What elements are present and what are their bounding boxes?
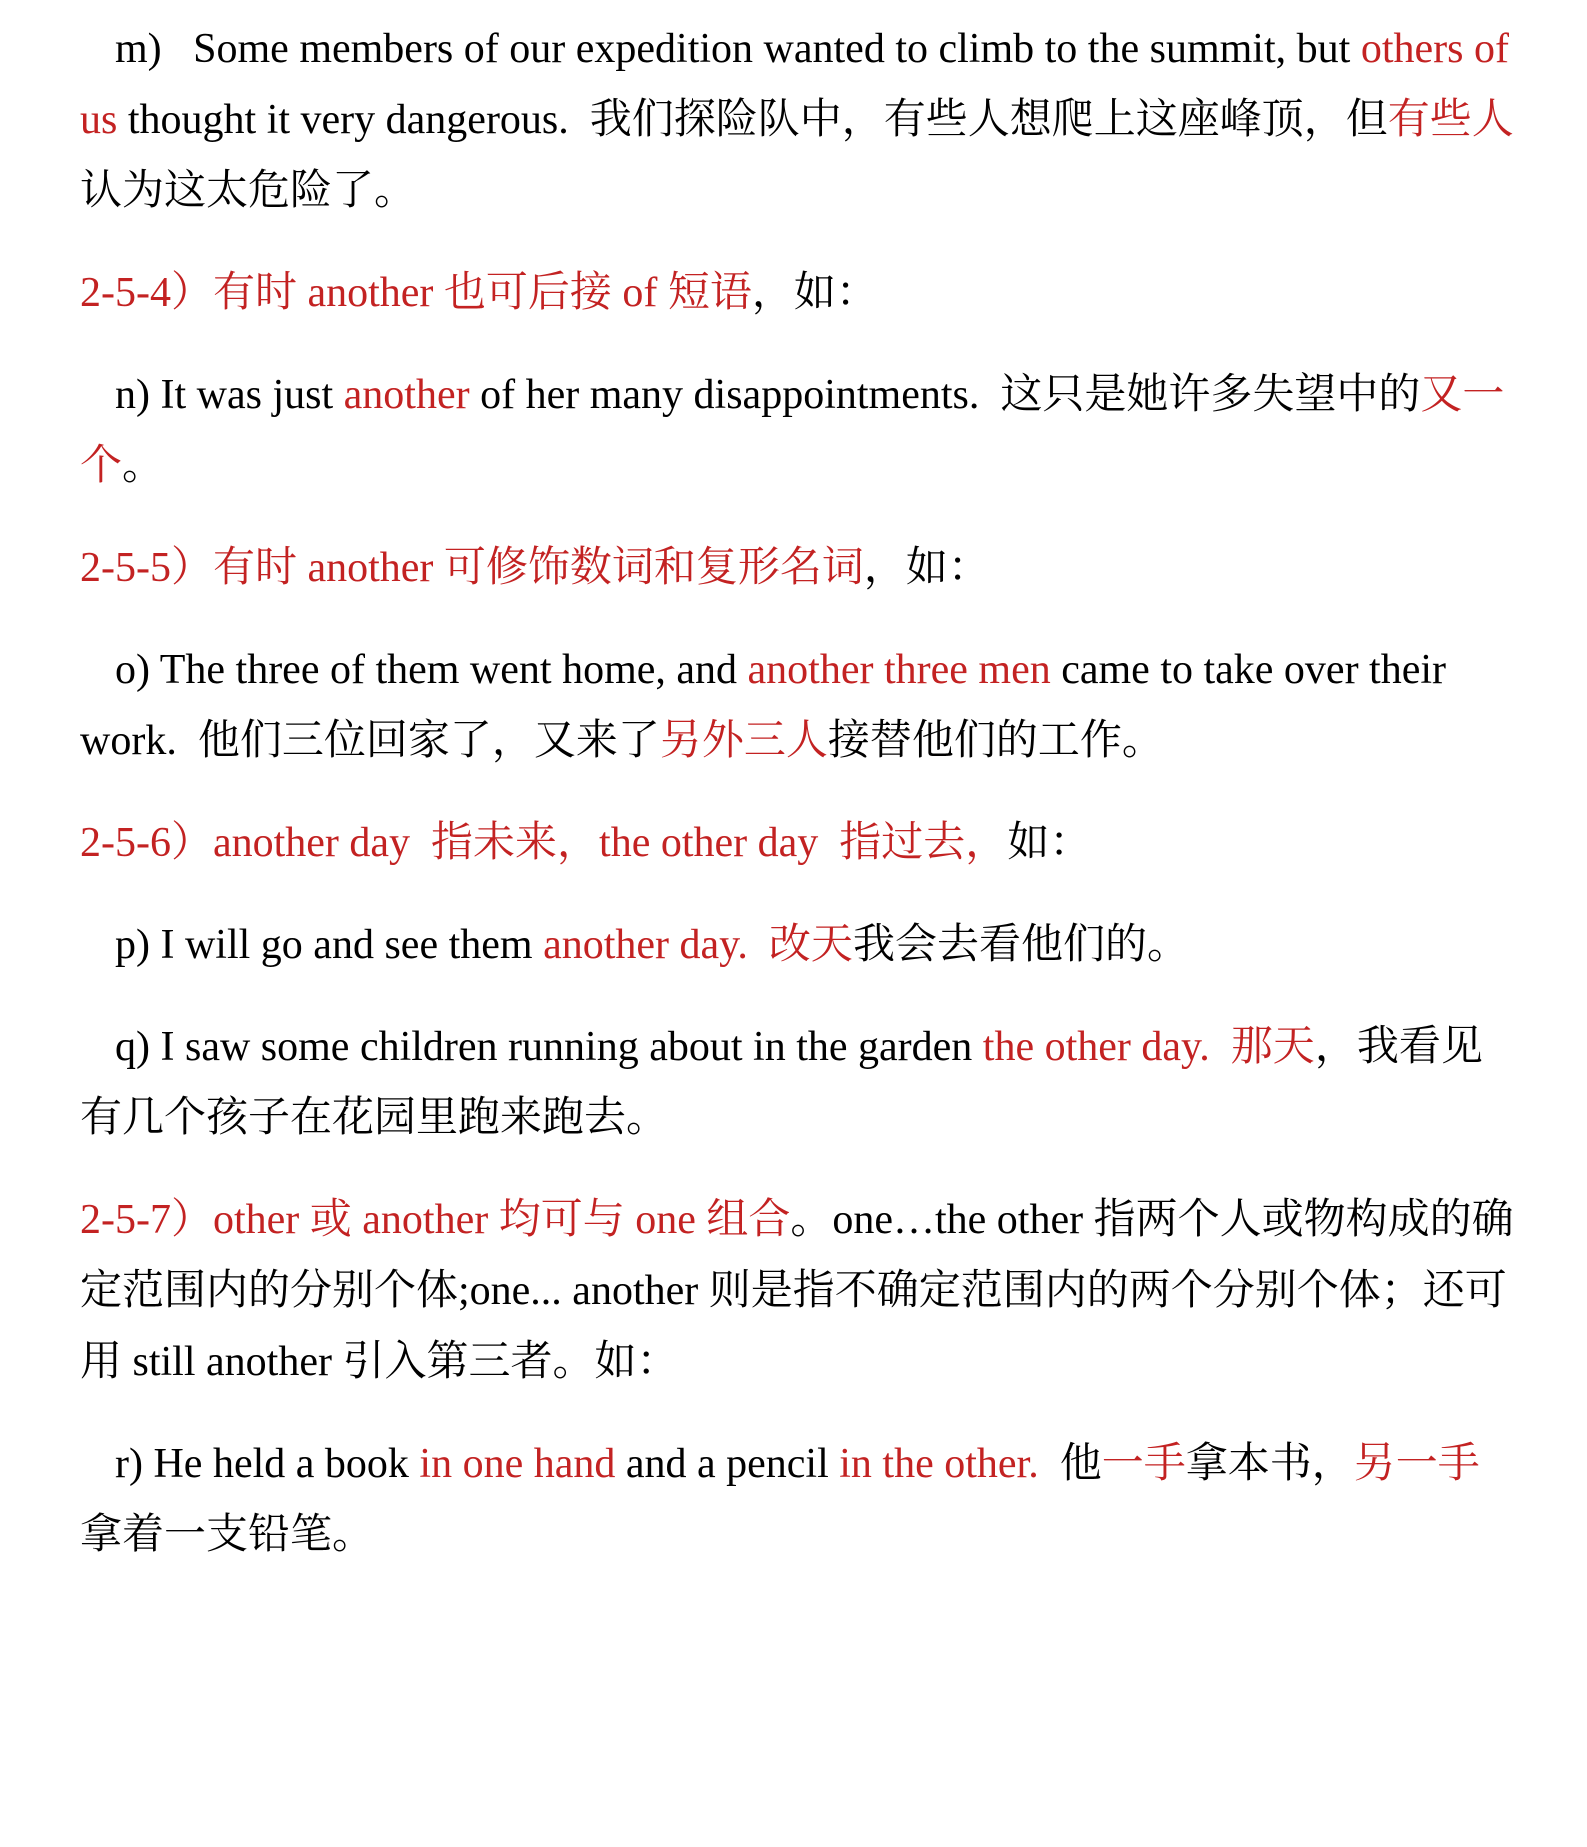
highlighted-text-run: 2-5-7）other 或 another 均可与 one 组合: [80, 1197, 791, 1243]
text-run: o) The three of them went home, and: [115, 647, 748, 693]
text-run: 。: [122, 443, 165, 489]
example-paragraph: [80, 360, 1515, 502]
text-run: ，我看见有几个孩子在花园里跑来跑去。: [80, 1024, 1483, 1141]
text-run: thought it very dangerous. 我们探险队中，有些人想爬上这座峰顶，但: [117, 97, 1388, 143]
text-run: of her many disappointments. 这只是她许多失望中的: [469, 372, 1421, 418]
document-body: [80, 14, 1515, 1571]
highlighted-text-run: in the other.: [839, 1441, 1039, 1487]
highlighted-text-run: 一手: [1101, 1441, 1186, 1487]
highlighted-text-run: 2-5-6）another day 指未来，the other day 指过去，: [80, 820, 1008, 866]
section-heading: [80, 533, 1515, 604]
text-run: [748, 922, 769, 968]
highlighted-text-run: the other day. 那天: [982, 1024, 1315, 1070]
highlighted-text-run: 另一手: [1353, 1441, 1480, 1487]
text-run: 我会去看他们的。: [852, 922, 1189, 968]
section-heading: [80, 808, 1515, 879]
highlighted-text-run: another day.: [543, 922, 748, 968]
text-run: ，如：: [751, 270, 878, 316]
text-run: 拿着一支铅笔。: [80, 1512, 375, 1558]
text-run: came to take over their work. 他们三位回家了，又来了: [80, 647, 1447, 764]
text-run: 认为这太危险了。: [80, 168, 417, 214]
highlighted-text-run: another three men: [747, 647, 1051, 693]
example-paragraph: [80, 1429, 1515, 1571]
text-run: 。one…the other 指两个人或物构成的确定范围内的分别个体;one... another 则是指不确定范围内的两个分别个体；还可用 still another 引入第三者。如：: [80, 1197, 1514, 1385]
section-heading: [80, 1185, 1515, 1398]
text-run: 拿本书，: [1185, 1441, 1354, 1487]
highlighted-text-run: 有些人: [1387, 97, 1514, 143]
text-run: 如：: [1007, 820, 1092, 866]
highlighted-text-run: 2-5-5）有时 another 可修饰数词和复形名词: [80, 545, 864, 591]
highlighted-text-run: 改天: [768, 922, 853, 968]
text-run: ，如：: [863, 545, 990, 591]
text-run: 他: [1038, 1441, 1102, 1487]
example-paragraph: [80, 910, 1515, 981]
example-paragraph: [80, 1012, 1515, 1154]
text-run: r) He held a book: [115, 1441, 420, 1487]
highlighted-text-run: another: [343, 372, 470, 418]
text-run: m) Some members of our expedition wanted to climb to the summit, but: [115, 26, 1361, 72]
text-run: and a pencil: [615, 1441, 840, 1487]
highlighted-text-run: 又一个: [80, 372, 1505, 489]
text-run: 接替他们的工作。: [827, 718, 1164, 764]
highlighted-text-run: in one hand: [419, 1441, 616, 1487]
example-paragraph: [80, 14, 1515, 227]
text-run: n) It was just: [115, 372, 344, 418]
text-run: q) I saw some children running about in the garden: [115, 1024, 983, 1070]
highlighted-text-run: others of us: [80, 26, 1509, 143]
section-heading: [80, 258, 1515, 329]
text-run: p) I will go and see them: [115, 922, 544, 968]
example-paragraph: [80, 635, 1515, 777]
highlighted-text-run: 另外三人: [659, 718, 828, 764]
highlighted-text-run: 2-5-4）有时 another 也可后接 of 短语: [80, 270, 752, 316]
